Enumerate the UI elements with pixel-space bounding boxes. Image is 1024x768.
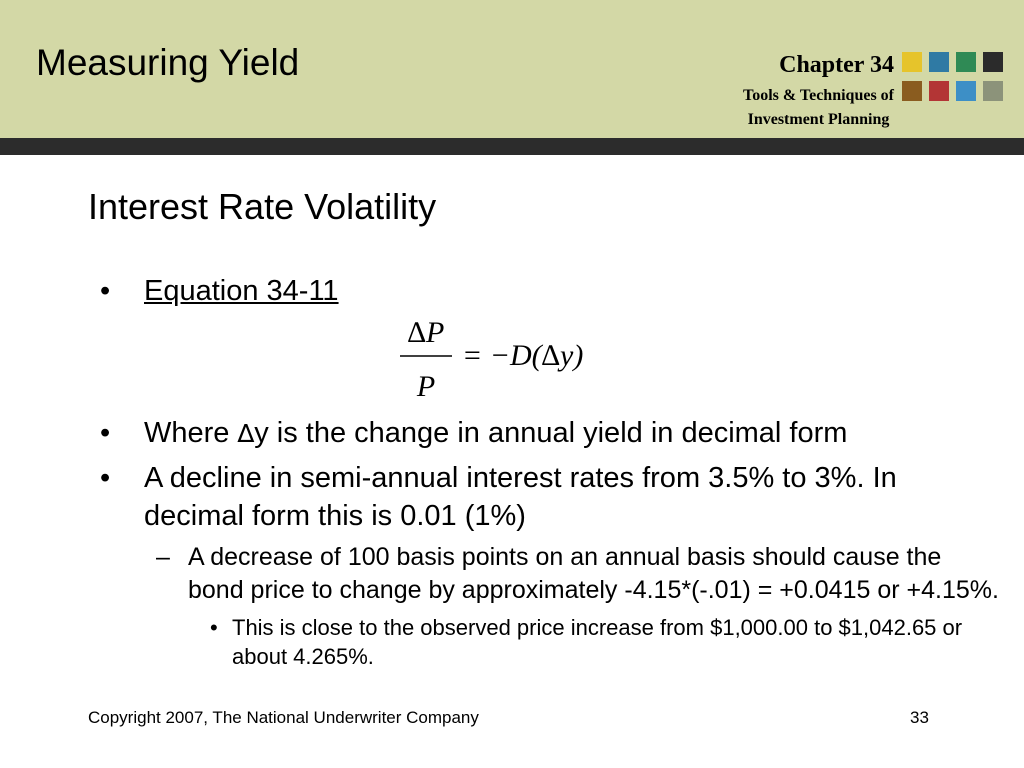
page-number: 33 [910,708,929,727]
equation-label: Equation 34-11 [144,275,339,307]
logo-square [929,52,949,72]
logo-square [929,81,949,101]
logo-square [902,81,922,101]
logo-square [956,81,976,101]
chapter-label: Chapter 34 [779,52,894,78]
equation-34-11 [396,314,636,404]
dash-bullet-icon: – [156,543,170,571]
decline-text: A decline in semi-annual interest rates from 3.5% to 3%. In decimal form this is 0.01 (1%) [144,462,897,532]
chapter-subtitle [743,84,894,132]
color-squares-logo [902,52,1006,104]
equation-numerator: ∆P [407,316,445,349]
bullet-equation [100,272,1000,310]
slide-title: Measuring Yield [36,42,300,83]
logo-square [956,52,976,72]
bullet-where [100,414,1000,453]
subbullet-decrease [100,541,1000,607]
logo-square [983,52,1003,72]
close-text: This is close to the observed price increase from $1,000.00 to $1,042.65 or about 4.265%. [232,615,963,669]
delta-symbol: ∆ [237,419,255,448]
equation-denominator: P [416,370,436,403]
equation-rhs: = −D(∆y) [462,339,584,372]
section-title: Interest Rate Volatility [88,186,437,227]
subsubbullet-close [100,613,1000,671]
bullet-decline [100,459,1000,535]
decrease-text: A decrease of 100 basis points on an annual basis should cause the bond price to change by approximately -4.15*(-.01) = +0.0415 or +4.15%. [188,543,999,604]
where-prefix: Where [144,417,238,449]
chapter-subtitle-line2: Investment Planning [747,111,890,128]
logo-square [902,52,922,72]
bullet-dot-icon: • [210,615,218,640]
where-text: y is the change in annual yield in decimal form [254,417,848,449]
bullet-dot-icon: • [100,417,111,449]
footer-copyright: Copyright 2007, The National Underwriter Company [88,708,479,727]
header-divider [0,138,1024,155]
bullet-dot-icon: • [100,462,111,494]
logo-square [983,81,1003,101]
chapter-subtitle-line1: Tools & Techniques of [742,87,894,104]
bullet-dot-icon: • [100,275,111,307]
